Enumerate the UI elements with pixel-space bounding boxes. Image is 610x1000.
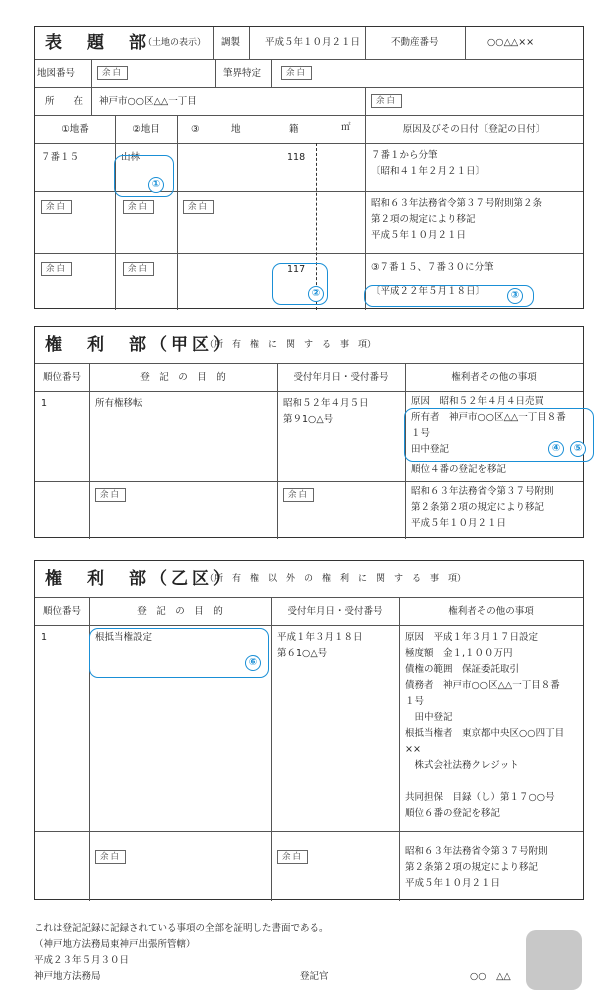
chosei-label: 調製 xyxy=(221,37,241,48)
col-chimoku: ②地目 xyxy=(132,124,160,135)
highlight-mokuteki xyxy=(89,628,269,678)
kouku-r1-mokuteki: 所有権移転 xyxy=(95,398,143,409)
footer-line-1: これは登記記録に記録されている事項の全部を証明した書面である。 xyxy=(34,923,329,934)
yohaku-stamp: 余白 xyxy=(41,200,72,214)
otsuku-r1-uketsuke: 平成１年３月１８日 第６1○△号 xyxy=(277,632,363,659)
otsuku-title: 権 利 部（乙区） xyxy=(45,569,234,589)
hyodai-title: 表 題 部 xyxy=(45,33,150,53)
r1-chiban: ７番１５ xyxy=(41,152,80,163)
otsuku-r1-kenri: 原因 平成１年３月１７日設定 極度額 金１,１００万円 債権の範囲 保証委託取引 債務者 神戸市○○区△△一丁目８番 １号 田中登記 根抵当権者 東京都中央区○○四丁目 ×× 株式会社法務クレジット 共同担保 目録（し）第１７○○号 順位６番の登記を移記 xyxy=(405,632,565,819)
kouku-r1-uketsuke: 昭和５２年４月５日 第９1○△号 xyxy=(283,398,369,425)
kouku-r1-jun: 1 xyxy=(41,398,48,409)
kouku-row-2 xyxy=(35,481,583,539)
hyodai-title-sub: （土地の表示） xyxy=(143,38,207,48)
chosei-date: 平成５年１０月２１日 xyxy=(265,37,361,48)
chizu-label: 地図番号 xyxy=(37,68,76,79)
yohaku-stamp: 余白 xyxy=(95,850,126,864)
hikkai-label: 筆界特定 xyxy=(223,68,262,79)
col-kenri: 権利者その他の事項 xyxy=(448,606,534,617)
col-mokuteki: 登 記 の 目 的 xyxy=(140,372,226,383)
col-jun: 順位番号 xyxy=(42,606,81,617)
r1-area: 118 xyxy=(287,152,306,163)
yohaku-stamp: 余白 xyxy=(283,488,314,502)
otsuku-r1-mokuteki: 根抵当権設定 xyxy=(95,632,153,643)
hyodai-row-2 xyxy=(35,191,583,253)
col-chiseki-no: ③ xyxy=(191,124,200,135)
shozai-value: 神戸市○○区△△一丁目 xyxy=(99,96,197,107)
r2-cause: 昭和６３年法務省令第３７号附則第２条 第２項の規定により移記 平成５年１０月２１日 xyxy=(371,198,543,241)
col-jun: 順位番号 xyxy=(42,372,81,383)
kouku-r1-kenri-b: 所有者 神戸市○○区△△一丁目８番 １号 田中登記 xyxy=(411,412,566,455)
shozai-label: 所 在 xyxy=(45,96,84,107)
registrar-label: 登記官 xyxy=(300,971,329,982)
yohaku-stamp: 余白 xyxy=(123,262,154,276)
r3-cause: ③７番１５、７番３０に分筆 xyxy=(371,262,494,273)
kouku-r1-kenri-a: 原因 昭和５２年４月４日売買 xyxy=(411,396,545,407)
otsuku-section xyxy=(34,560,584,900)
col-cause: 原因及びその日付〔登記の日付〕 xyxy=(402,124,546,135)
kouku-r1-kenri-c: 順位４番の登記を移記 xyxy=(411,464,507,475)
r3-cause-date: 〔平成２２年５月１８日〕 xyxy=(371,286,486,297)
hyodai-header-row xyxy=(35,27,583,59)
col-unit: ㎡ xyxy=(341,122,351,133)
otsuku-header-row xyxy=(35,561,583,597)
otsuku-col-header xyxy=(35,597,583,625)
col-chiseki-b: 籍 xyxy=(289,124,299,135)
marker-3: ③ xyxy=(507,288,523,304)
yohaku-stamp: 余白 xyxy=(277,850,308,864)
kouku-title: 権 利 部（甲区） xyxy=(45,335,234,355)
col-chiban: ①地番 xyxy=(61,124,89,135)
marker-5: ⑤ xyxy=(570,441,586,457)
col-uketsuke: 受付年月日・受付番号 xyxy=(293,372,389,383)
kouku-header-row xyxy=(35,327,583,363)
r1-chimoku: 山林 xyxy=(121,152,141,163)
marker-4: ④ xyxy=(548,441,564,457)
yohaku-stamp: 余白 xyxy=(97,66,128,80)
otsuku-r1-jun: 1 xyxy=(41,632,48,643)
col-kenri: 権利者その他の事項 xyxy=(451,372,537,383)
kouku-col-header xyxy=(35,363,583,391)
otsuku-title-sub: （所 有 権 以 外 の 権 利 に 関 す る 事 項） xyxy=(205,574,467,584)
yohaku-stamp: 余白 xyxy=(123,200,154,214)
footer-line-4: 神戸地方法務局 xyxy=(34,971,101,982)
shozai-row xyxy=(35,87,583,115)
kouku-r2-kenri: 昭和６３年法務省令第３７号附則 第２条第２項の規定により移記 平成５年１０月２１日 xyxy=(411,486,554,529)
footer-line-3: 平成２３年５月３０日 xyxy=(34,955,130,966)
otsuku-row-2 xyxy=(35,831,583,901)
fudosan-label: 不動産番号 xyxy=(391,37,439,48)
col-chiseki-a: 地 xyxy=(231,124,241,135)
footer-line-2: （神戸地方法務局東神戸出張所管轄） xyxy=(34,939,196,950)
yohaku-stamp: 余白 xyxy=(41,262,72,276)
r3-area: 117 xyxy=(287,264,306,275)
chizu-row xyxy=(35,59,583,87)
marker-2: ② xyxy=(308,286,324,302)
yohaku-stamp: 余白 xyxy=(281,66,312,80)
r1-cause: ７番１から分筆 〔昭和４１年２月２１日〕 xyxy=(371,150,486,177)
col-uketsuke: 受付年月日・受付番号 xyxy=(287,606,383,617)
yohaku-stamp: 余白 xyxy=(95,488,126,502)
highlight-owner xyxy=(404,408,594,462)
hyodai-col-header xyxy=(35,115,583,143)
highlight-chimoku xyxy=(114,155,174,197)
yohaku-stamp: 余白 xyxy=(371,94,402,108)
seal-stamp xyxy=(526,930,582,990)
marker-1: ① xyxy=(148,177,164,193)
fudosan-value: ○○△△×× xyxy=(487,37,535,48)
otsuku-r2-kenri: 昭和６３年法務省令第３７号附則 第２条第２項の規定により移記 平成５年１０月２１日 xyxy=(405,846,548,889)
marker-6: ⑥ xyxy=(245,655,261,671)
col-mokuteki: 登 記 の 目 的 xyxy=(137,606,223,617)
registrar-name: ○○ △△ xyxy=(470,971,511,982)
yohaku-stamp: 余白 xyxy=(183,200,214,214)
kouku-title-sub: （所 有 権 に 関 す る 事 項） xyxy=(205,340,377,350)
